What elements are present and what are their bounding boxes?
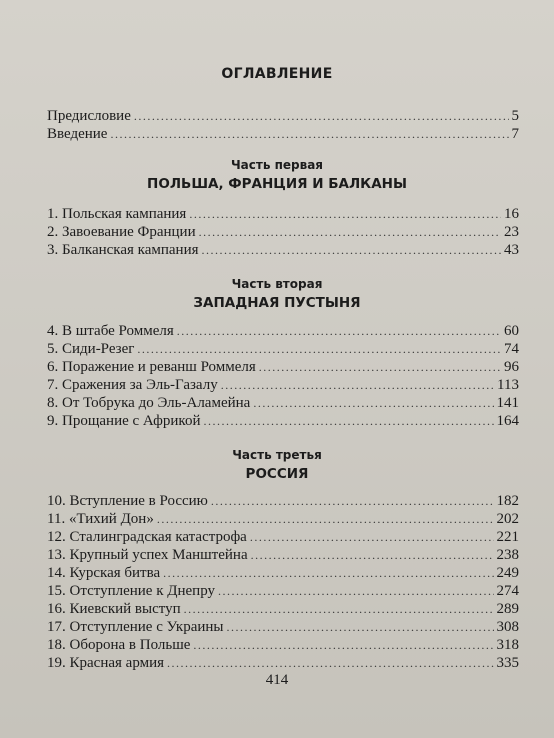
dot-leader [134,107,509,125]
toc-entry-label: 6. Поражение и реванш Роммеля [47,359,256,375]
toc-entry [47,376,519,394]
dot-leader [227,618,494,636]
toc-entry [47,618,519,636]
toc-entry-label: 17. Отступление с Украины [47,619,224,635]
dot-leader [253,394,493,412]
toc-entry-page: 249 [496,565,519,581]
toc-entry-page: 7 [511,126,519,142]
toc-entry [47,564,519,582]
toc-entry-page: 289 [496,601,519,617]
toc-entry-page: 182 [496,493,519,509]
dot-leader [167,654,493,672]
toc-entry-page: 274 [496,583,519,599]
toc-entry-page: 43 [504,242,519,258]
toc-entry [47,492,519,510]
dot-leader [199,223,501,241]
toc-entry [47,546,519,564]
dot-leader [203,412,493,430]
dot-leader [250,528,494,546]
toc-entry [47,107,519,125]
dot-leader [259,358,501,376]
toc-entry-page: 335 [496,655,519,671]
toc-entry-page: 113 [497,377,519,393]
toc-entry-label: 10. Вступление в Россию [47,493,208,509]
toc-entry-label: 8. От Тобрука до Эль-Аламейна [47,395,251,411]
dot-leader [157,510,494,528]
toc-entry [47,582,519,600]
dot-leader [251,546,494,564]
toc-entry-label: 11. «Тихий Дон» [47,511,154,527]
toc-entry-label: 15. Отступление к Днепру [47,583,216,599]
toc-entry-label: 16. Киевский выступ [47,601,181,617]
toc-entry-label: 9. Прощание с Африкой [47,413,201,429]
toc-entry-page: 23 [504,224,519,240]
toc-entry-label: 19. Красная армия [47,655,165,671]
toc-entry-label: 7. Сражения за Эль-Газалу [47,377,218,393]
toc-entry-page: 16 [504,206,519,222]
toc-entry [47,358,519,376]
toc-entry-page: 318 [496,637,519,653]
toc-entry-page: 96 [504,359,519,375]
part-title: РОССИЯ [245,466,309,482]
dot-leader [211,492,494,510]
toc-entry [47,412,519,430]
dot-leader [184,600,494,618]
toc-entry [47,636,519,654]
dot-leader [189,205,501,223]
dot-leader [177,322,501,340]
page-number: 414 [265,672,289,688]
toc-entry [47,241,519,259]
toc-entry-page: 60 [504,323,519,339]
toc-entry [47,205,519,223]
part-label: Часть первая [230,158,324,172]
dot-leader [218,582,493,600]
toc-entry-label: Введение [47,126,108,142]
toc-entry-label: 5. Сиди-Резег [47,341,135,357]
toc-entry-label: 13. Крупный успех Манштейна [47,547,248,563]
part-title: ПОЛЬША, ФРАНЦИЯ И БАЛКАНЫ [147,176,407,192]
toc-entry-page: 164 [496,413,519,429]
toc-entry-label: 14. Курская битва [47,565,161,581]
dot-leader [137,340,501,358]
toc-entry-label: 4. В штабе Роммеля [47,323,174,339]
part-label: Часть третья [232,448,322,462]
toc-entry-page: 202 [496,511,519,527]
toc-entry [47,600,519,618]
toc-entry [47,654,519,672]
toc-entry-label: 2. Завоевание Франции [47,224,196,240]
toc-entry-label: 18. Оборона в Польше [47,637,191,653]
toc-entry-label: 3. Балканская кампания [47,242,199,258]
toc-entry-page: 308 [496,619,519,635]
toc-entry-label: 12. Сталинградская катастрофа [47,529,247,545]
toc-title: ОГЛАВЛЕНИЕ [221,66,333,82]
toc-entry-page: 141 [496,395,519,411]
toc-entry [47,394,519,412]
toc-entry [47,510,519,528]
dot-leader [202,241,501,259]
dot-leader [163,564,493,582]
dot-leader [110,125,508,143]
toc-entry-page: 221 [496,529,519,545]
toc-entry [47,528,519,546]
toc-entry-label: 1. Польская кампания [47,206,187,222]
toc-entry-page: 5 [511,108,519,124]
toc-entry [47,322,519,340]
dot-leader [193,636,493,654]
toc-entry-page: 238 [496,547,519,563]
part-label: Часть вторая [231,277,323,291]
part-title: ЗАПАДНАЯ ПУСТЫНЯ [193,295,361,311]
toc-entry [47,223,519,241]
toc-entry [47,125,519,143]
toc-entry [47,340,519,358]
toc-entry-page: 74 [504,341,519,357]
toc-entry-label: Предисловие [47,108,131,124]
dot-leader [221,376,494,394]
